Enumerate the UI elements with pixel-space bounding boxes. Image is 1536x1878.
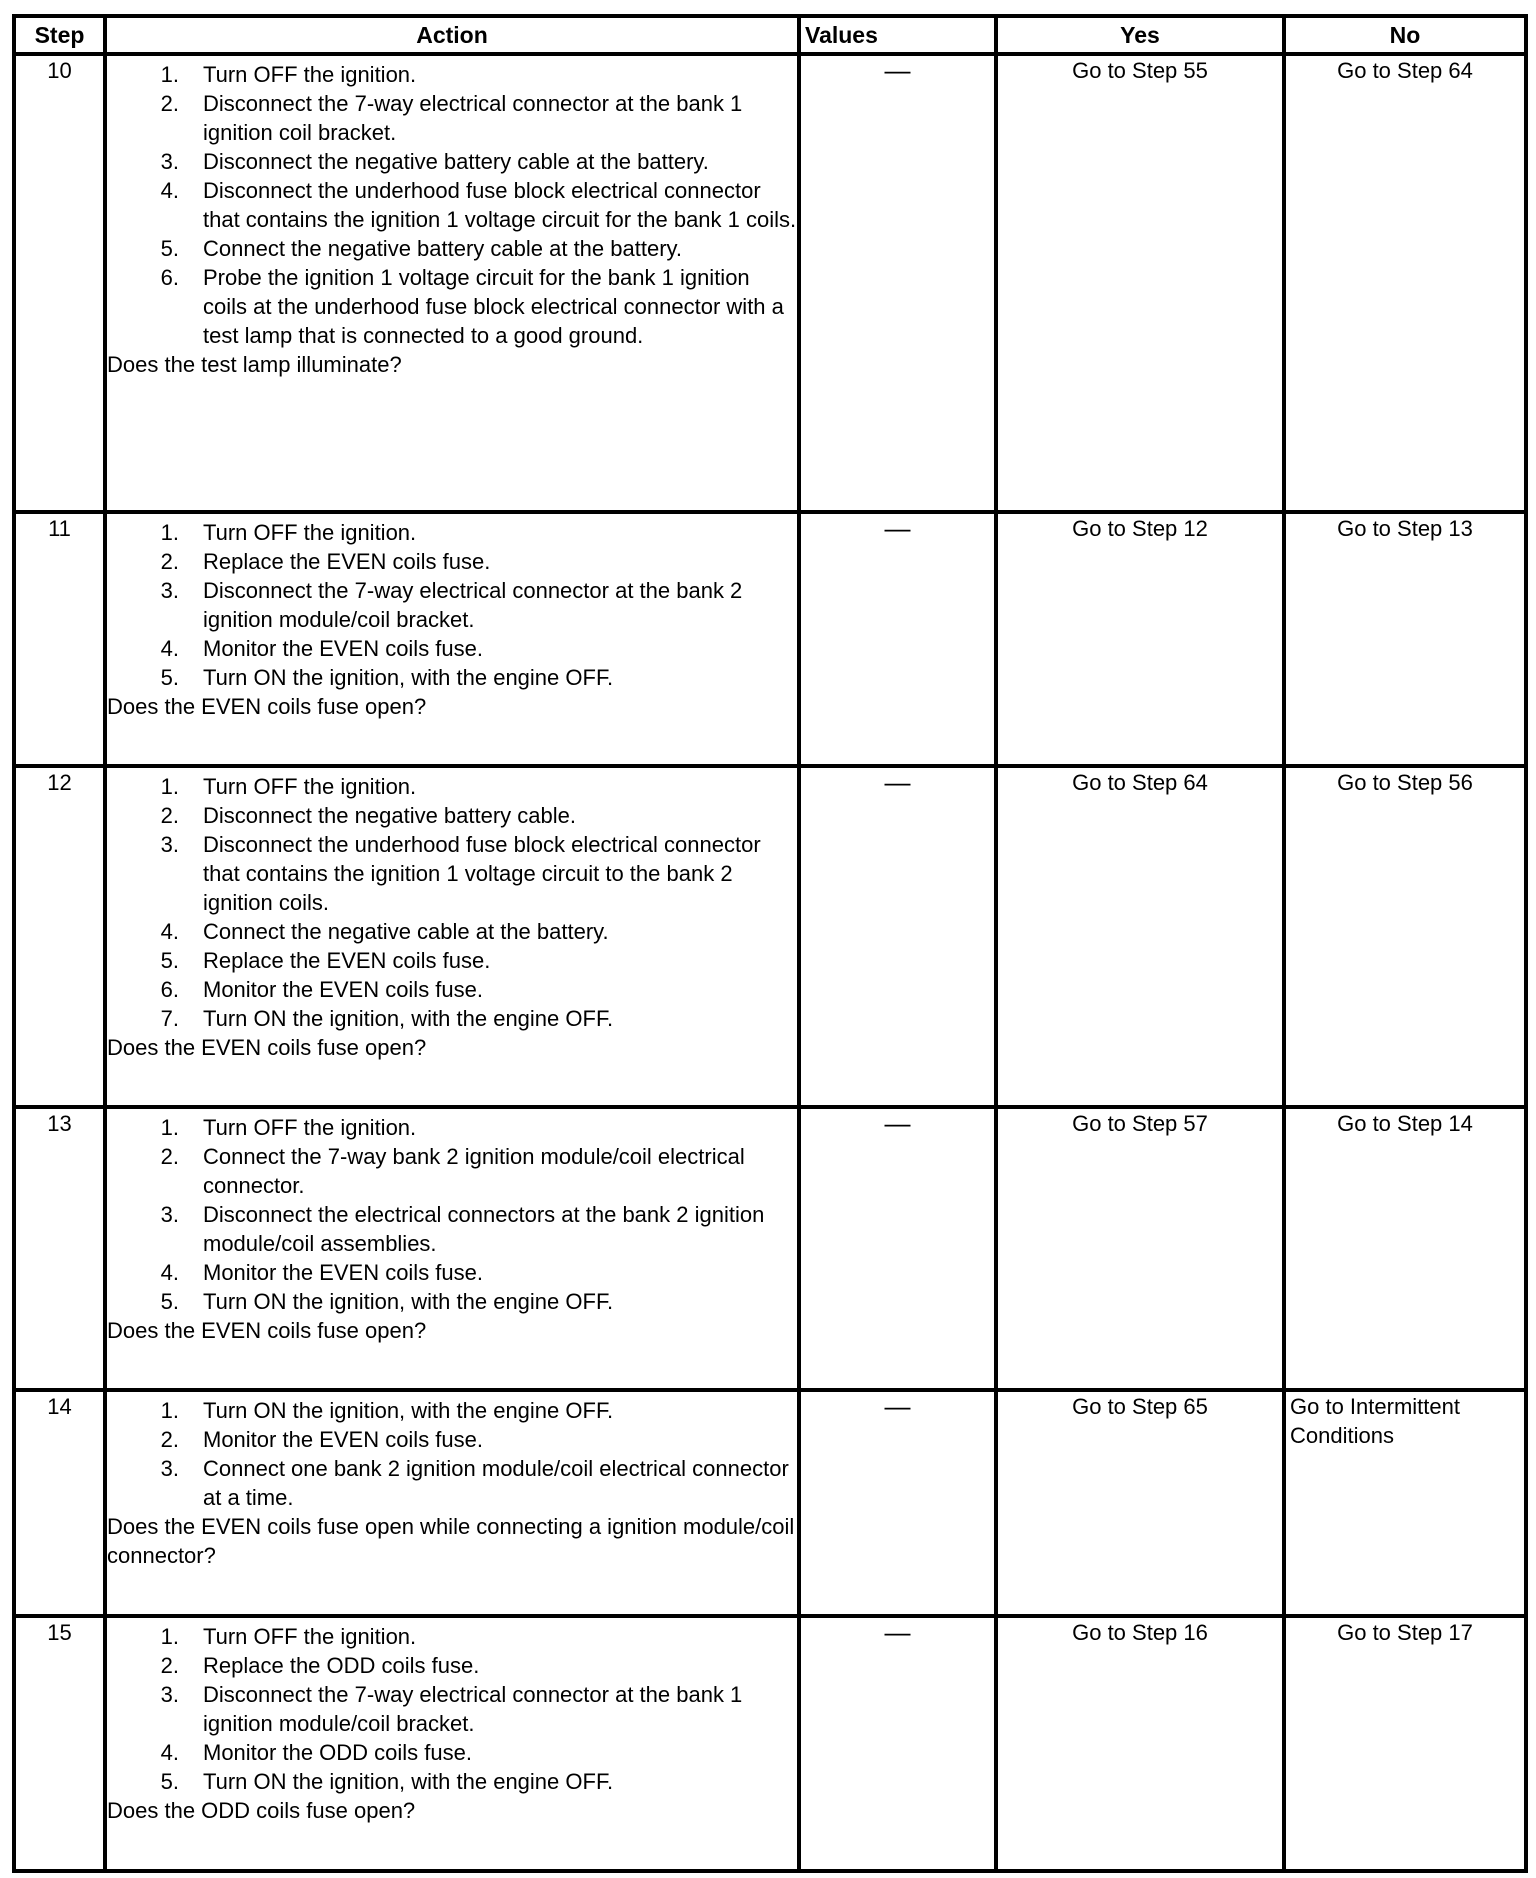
action-cell [105, 54, 799, 512]
header-yes: Yes [996, 16, 1284, 54]
action-list [107, 518, 797, 692]
action-cell [105, 1107, 799, 1390]
action-list [107, 1622, 797, 1796]
action-item: 3. Disconnect the underhood fuse block electrical connector that contains the ignition 1 voltage circuit to the bank 2 ignition coils. [160, 832, 761, 915]
action-item: 4. Monitor the ODD coils fuse. [160, 1740, 472, 1765]
yes-result-link[interactable]: Go to Step 12 [996, 512, 1284, 766]
action-list [107, 772, 797, 1033]
step-number: 10 [14, 54, 105, 512]
no-result-link[interactable]: Go to Intermittent Conditions [1284, 1390, 1526, 1616]
action-item: 4. Disconnect the underhood fuse block electrical connector that contains the ignition 1 voltage circuit for the bank 1 coils. [160, 178, 797, 232]
action-item: 3. Disconnect the 7-way electrical connector at the bank 2 ignition module/coil bracket. [160, 578, 743, 632]
header-step: Step [14, 16, 105, 54]
values-cell: — [799, 766, 996, 1107]
action-item: 1. Turn OFF the ignition. [160, 1115, 417, 1140]
action-item: 4. Monitor the EVEN coils fuse. [160, 636, 484, 661]
table-row [14, 1616, 1526, 1871]
diagnostic-table [12, 14, 1528, 1873]
yes-result-link[interactable]: Go to Step 64 [996, 766, 1284, 1107]
action-item: 6. Probe the ignition 1 voltage circuit for the bank 1 ignition coils at the underhood fuse block electrical connector with a test lamp that is connected to a good ground. [160, 265, 784, 348]
action-item: 1. Turn OFF the ignition. [160, 520, 417, 545]
table-row [14, 1390, 1526, 1616]
action-cell [105, 1616, 799, 1871]
action-list [107, 1113, 797, 1316]
values-cell: — [799, 54, 996, 512]
action-cell [105, 766, 799, 1107]
action-item: 3. Connect one bank 2 ignition module/coil electrical connector at a time. [160, 1456, 789, 1510]
action-item: 2. Disconnect the 7-way electrical connector at the bank 1 ignition coil bracket. [160, 91, 743, 145]
values-cell: — [799, 1616, 996, 1871]
action-item: 2. Replace the ODD coils fuse. [160, 1653, 480, 1678]
values-cell: — [799, 1107, 996, 1390]
header-row [14, 16, 1526, 54]
action-item: 5. Turn ON the ignition, with the engine OFF. [160, 1289, 614, 1314]
header-action: Action [105, 16, 799, 54]
header-no: No [1284, 16, 1526, 54]
action-list [107, 1396, 797, 1512]
no-result-link[interactable]: Go to Step 17 [1284, 1616, 1526, 1871]
values-cell: — [799, 1390, 996, 1616]
action-item: 5. Replace the EVEN coils fuse. [160, 948, 491, 973]
action-item: 5. Turn ON the ignition, with the engine OFF. [160, 1769, 614, 1794]
action-item: 2. Replace the EVEN coils fuse. [160, 549, 491, 574]
action-question: Does the ODD coils fuse open? [107, 1798, 416, 1823]
step-number: 11 [14, 512, 105, 766]
action-cell [105, 1390, 799, 1616]
step-number: 15 [14, 1616, 105, 1871]
action-item: 5. Turn ON the ignition, with the engine OFF. [160, 665, 614, 690]
action-item: 6. Monitor the EVEN coils fuse. [160, 977, 484, 1002]
action-item: 2. Disconnect the negative battery cable. [160, 803, 577, 828]
yes-result-link[interactable]: Go to Step 65 [996, 1390, 1284, 1616]
action-cell [105, 512, 799, 766]
action-item: 1. Turn OFF the ignition. [160, 774, 417, 799]
yes-result-link[interactable]: Go to Step 57 [996, 1107, 1284, 1390]
table-row [14, 1107, 1526, 1390]
yes-result-link[interactable]: Go to Step 55 [996, 54, 1284, 512]
no-result-link[interactable]: Go to Step 64 [1284, 54, 1526, 512]
values-cell: — [799, 512, 996, 766]
no-result-link[interactable]: Go to Step 14 [1284, 1107, 1526, 1390]
step-number: 14 [14, 1390, 105, 1616]
table-row [14, 512, 1526, 766]
step-number: 13 [14, 1107, 105, 1390]
action-item: 1. Turn OFF the ignition. [160, 62, 417, 87]
action-item: 1. Turn ON the ignition, with the engine OFF. [160, 1398, 614, 1423]
action-item: 4. Monitor the EVEN coils fuse. [160, 1260, 484, 1285]
table-row [14, 766, 1526, 1107]
action-question: Does the EVEN coils fuse open? [107, 1035, 427, 1060]
action-item: 3. Disconnect the 7-way electrical connector at the bank 1 ignition module/coil bracket. [160, 1682, 743, 1736]
step-number: 12 [14, 766, 105, 1107]
action-item: 5. Connect the negative battery cable at the battery. [160, 236, 683, 261]
action-list [107, 60, 797, 350]
no-result-link[interactable]: Go to Step 56 [1284, 766, 1526, 1107]
action-question: Does the EVEN coils fuse open while connecting a ignition module/coil connector? [107, 1514, 795, 1568]
action-question: Does the EVEN coils fuse open? [107, 1318, 427, 1343]
action-question: Does the EVEN coils fuse open? [107, 694, 427, 719]
action-item: 1. Turn OFF the ignition. [160, 1624, 417, 1649]
action-item: 2. Connect the 7-way bank 2 ignition module/coil electrical connector. [160, 1144, 745, 1198]
no-result-link[interactable]: Go to Step 13 [1284, 512, 1526, 766]
table-row [14, 54, 1526, 512]
action-item: 2. Monitor the EVEN coils fuse. [160, 1427, 484, 1452]
action-item: 4. Connect the negative cable at the battery. [160, 919, 609, 944]
header-values: Values [799, 16, 996, 54]
yes-result-link[interactable]: Go to Step 16 [996, 1616, 1284, 1871]
action-item: 7. Turn ON the ignition, with the engine OFF. [160, 1006, 614, 1031]
action-item: 3. Disconnect the negative battery cable at the battery. [160, 149, 709, 174]
action-item: 3. Disconnect the electrical connectors at the bank 2 ignition module/coil assemblies. [160, 1202, 765, 1256]
action-question: Does the test lamp illuminate? [107, 352, 402, 377]
